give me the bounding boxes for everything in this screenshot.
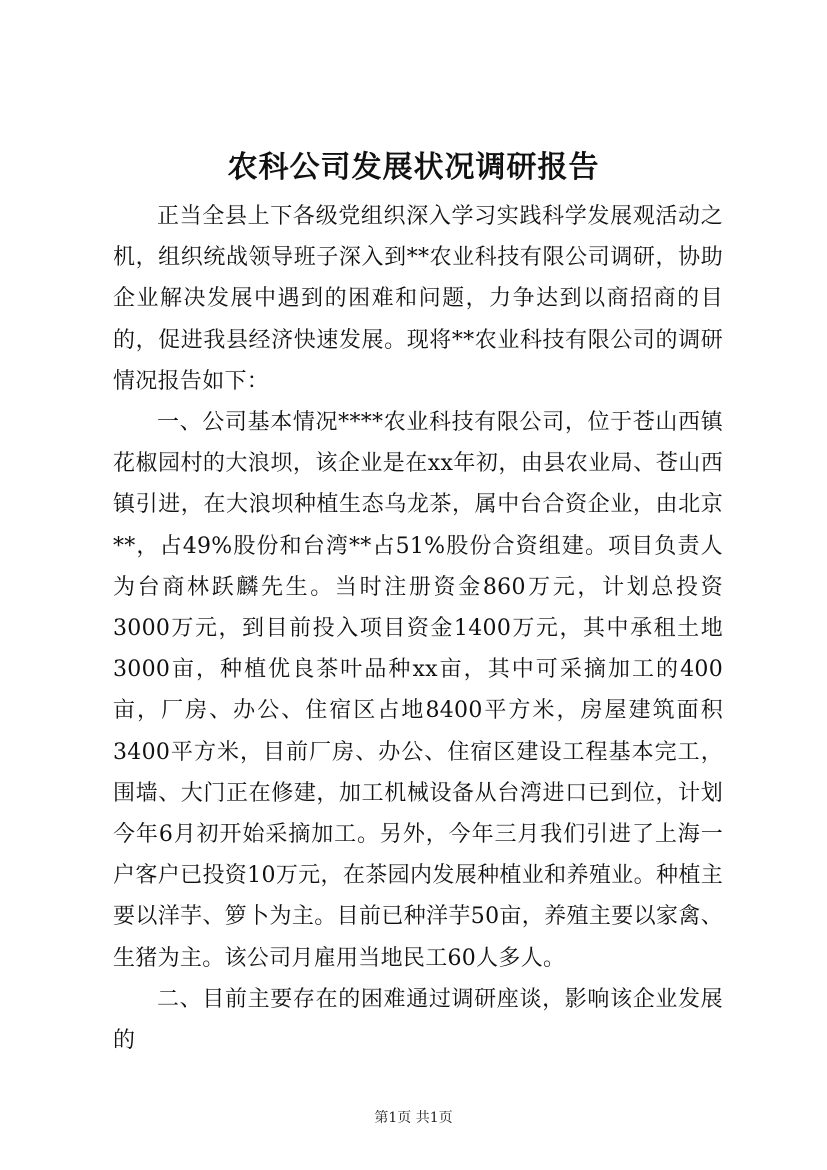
document-body xyxy=(113,196,723,1061)
document-title: 农科公司发展状况调研报告 xyxy=(227,150,600,185)
paragraph-intro: 正当全县上下各级党组织深入学习实践科学发展观活动之机，组织统战领导班子深入到**农业科技有限公司调研，协助企业解决发展中遇到的困难和问题，力争达到以商招商的目的，促进我县经济快速发展。现将**农业科技有限公司的调研情况报告如下： xyxy=(113,204,723,394)
page-footer: 第1页 共1页 xyxy=(374,1110,453,1126)
paragraph-company-basics: 一、公司基本情况****农业科技有限公司，位于苍山西镇花椒园村的大浪坝，该企业是在xx年初，由县农业局、苍山西镇引进，在大浪坝种植生态乌龙茶，属中台合资企业，由北京**，占49%股份和台湾**占51%股份合资组建。项目负责人为台商林跃麟先生。当时注册资金860万元，计划总投资3000万元，到目前投入项目资金1400万元，其中承租土地3000亩，种植优良茶叶品种xx亩，其中可采摘加工的400亩，厂房、办公、住宿区占地8400平方米，房屋建筑面积3400平方米，目前厂房、办公、住宿区建设工程基本完工，围墙、大门正在修建，加工机械设备从台湾进口已到位，计划今年6月初开始采摘加工。另外，今年三月我们引进了上海一户客户已投资10万元，在茶园内发展种植业和养殖业。种植主要以洋芋、箩卜为主。目前已种洋芋50亩，养殖主要以家禽、生猪为主。该公司月雇用当地民工60人多人。 xyxy=(113,410,723,971)
paragraph-difficulties: 二、目前主要存在的困难通过调研座谈，影响该企业发展的 xyxy=(113,986,723,1054)
